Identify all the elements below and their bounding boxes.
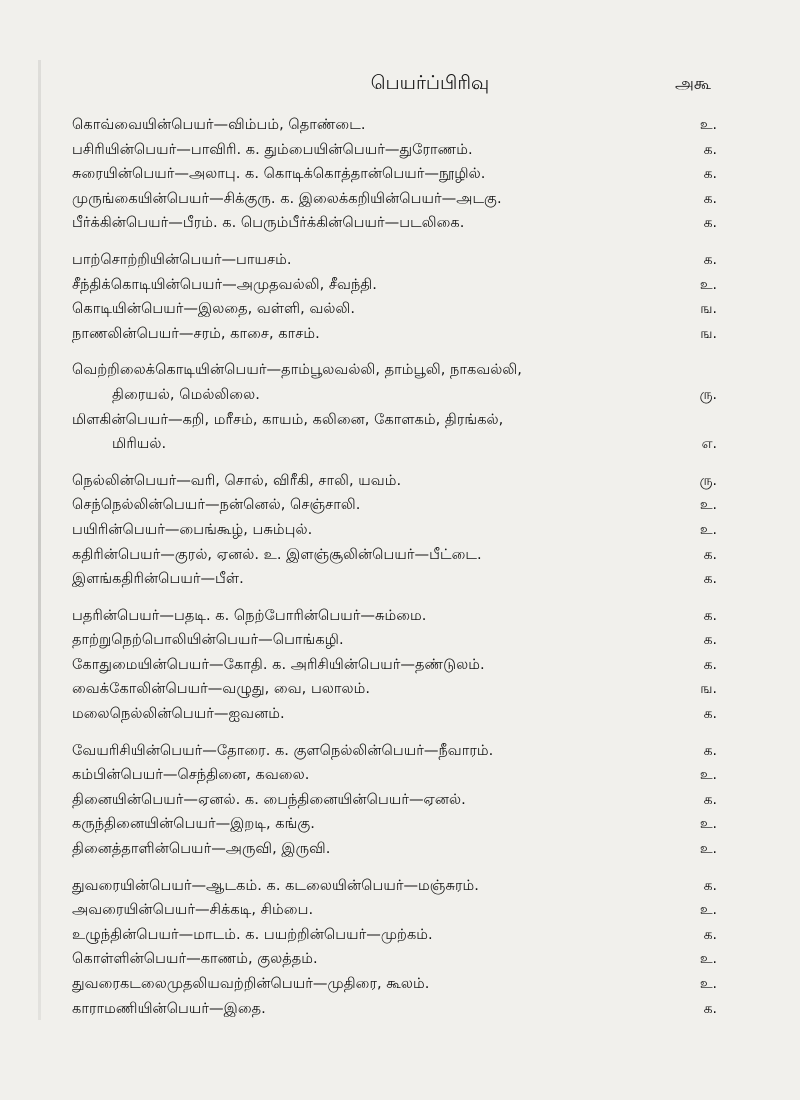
entry-text: மிளகின்பெயர்—கறி, மரீசம், காயம், கலினை, கோளகம், திரங்கல், [72, 410, 504, 428]
lexicon-entry [72, 493, 717, 518]
entry-group [72, 113, 717, 236]
entry-text: பசிரியின்பெயர்—பாவிரி. க. தும்பையின்பெயர்—துரோணம். [72, 140, 473, 158]
lexicon-entry [72, 653, 717, 678]
synonym-count: க. [703, 141, 717, 158]
entry-text: நாணலின்பெயர்—சரம், காசை, காசம். [72, 324, 320, 342]
entry-text: இளங்கதிரின்பெயர்—பீள். [72, 570, 244, 588]
entry-text: நெல்லின்பெயர்—வரி, சொல், விரீகி, சாலி, யவம். [72, 471, 402, 489]
entry-text: மலைநெல்லின்பெயர்—ஐவனம். [72, 705, 285, 723]
lexicon-entry [72, 543, 717, 568]
lexicon-entry [72, 677, 717, 702]
entry-group [72, 248, 717, 346]
synonym-count: ங. [700, 301, 717, 318]
running-header-title: பெயர்ப்பிரிவு [370, 72, 490, 94]
lexicon-entry [72, 788, 717, 813]
lexicon-entry [72, 567, 717, 592]
entry-text: சீந்திக்கொடியின்பெயர்—அமுதவல்லி, சீவந்தி. [72, 275, 377, 293]
lexicon-entry [72, 947, 717, 972]
entry-text: கருந்தினையின்பெயர்—இறடி, கங்கு. [72, 815, 315, 833]
entry-text: அவரையின்பெயர்—சிக்கடி, சிம்பை. [72, 901, 314, 919]
entry-text: பாற்சொற்றியின்பெயர்—பாயசம். [72, 250, 292, 268]
synonym-count: க. [703, 877, 717, 894]
lexicon-entry [72, 812, 717, 837]
entry-text: தினையின்பெயர்—ஏனல். க. பைந்தினையின்பெயர்—ஏனல். [72, 790, 466, 808]
synonym-count: உ. [699, 497, 717, 514]
lexicon-entry [72, 138, 717, 163]
lexicon-entry [72, 113, 717, 138]
entry-text: தினைத்தாளின்பெயர்—அருவி, இருவி. [72, 840, 331, 858]
entry-text: கோதுமையின்பெயர்—கோதி. க. அரிசியின்பெயர்—தண்டுலம். [72, 655, 485, 673]
entry-group [72, 469, 717, 592]
entry-text: வெற்றிலைக்கொடியின்பெயர்—தாம்பூலவல்லி, தாம்பூலி, நாகவல்லி, [72, 361, 522, 379]
synonym-count: க. [703, 706, 717, 723]
entry-group [72, 739, 717, 862]
lexicon-entry [72, 248, 717, 273]
synonym-count: ங. [700, 325, 717, 342]
synonym-count: க. [703, 215, 717, 232]
synonym-count: க. [703, 251, 717, 268]
synonym-count: உ. [699, 951, 717, 968]
lexicon-entry [72, 923, 717, 948]
synonym-count: உ. [699, 521, 717, 538]
synonym-count: உ. [699, 816, 717, 833]
entry-text: காராமணியின்பெயர்—இதை. [72, 999, 266, 1017]
entry-text: உழுந்தின்பெயர்—மாடம். க. பயற்றின்பெயர்—முற்கம். [72, 925, 433, 943]
lexicon-entry [72, 837, 717, 862]
lexicon-entry [72, 997, 717, 1022]
synonym-count: க. [703, 742, 717, 759]
synonym-count: க. [703, 571, 717, 588]
synonym-count: க. [703, 791, 717, 808]
lexicon-entry [72, 702, 717, 727]
synonym-count: உ. [699, 841, 717, 858]
synonym-count: க. [703, 166, 717, 183]
entry-text: பீர்க்கின்பெயர்—பீரம். க. பெரும்பீர்க்கின்பெயர்—படலிகை. [72, 214, 465, 232]
entry-text: தாற்றுநெற்பொலியின்பெயர்—பொங்கழி. [72, 631, 344, 649]
page-number: அகூ [675, 74, 711, 94]
synonym-count: க. [703, 546, 717, 563]
entry-text: வேயரிசியின்பெயர்—தோரை. க. குளநெல்லின்பெயர்—நீவாரம். [72, 741, 494, 759]
lexicon-entry [72, 322, 717, 347]
entry-text-continuation: திரையல், மெல்லிலை. [112, 385, 260, 403]
lexicon-entry [72, 187, 717, 212]
lexicon-entry [72, 211, 717, 236]
synonym-count: க. [703, 190, 717, 207]
entry-group [72, 604, 717, 727]
entry-text: சுரையின்பெயர்—அலாபு. க. கொடிக்கொத்தான்பெயர்—நூழில். [72, 165, 486, 183]
lexicon-entry [72, 604, 717, 629]
lexicon-entry [72, 162, 717, 187]
lexicon-entries [72, 113, 717, 1033]
entry-group [72, 874, 717, 1022]
lexicon-entry [72, 408, 717, 457]
lexicon-entry [72, 469, 717, 494]
synonym-count: க. [703, 632, 717, 649]
synonym-count: உ. [699, 976, 717, 992]
synonym-count: க. [703, 1000, 717, 1017]
lexicon-entry [72, 297, 717, 322]
lexicon-entry [72, 358, 717, 407]
synonym-count: க. [703, 656, 717, 673]
synonym-count: எ. [701, 436, 717, 453]
synonym-count: க. [703, 926, 717, 943]
scan-binding-shadow [38, 60, 41, 1020]
entry-text: பயிரின்பெயர்—பைங்கூழ், பசும்புல். [72, 520, 313, 538]
entry-text: கொவ்வையின்பெயர்—விம்பம், தொண்டை. [72, 116, 366, 133]
synonym-count: உ. [699, 902, 717, 919]
synonym-count: ரு. [699, 386, 717, 403]
synonym-count: உ. [699, 276, 717, 293]
entry-text: முருங்கையின்பெயர்—சிக்குரு. க. இலைக்கறியின்பெயர்—அடகு. [72, 189, 502, 207]
lexicon-entry [72, 874, 717, 899]
lexicon-entry [72, 763, 717, 788]
synonym-count: ங. [700, 681, 717, 698]
synonym-count: உ. [699, 767, 717, 784]
entry-text: பதரின்பெயர்—பதடி. க. நெற்போரின்பெயர்—சும்மை. [72, 606, 427, 624]
synonym-count: ரு. [699, 472, 717, 489]
entry-text: துவரைகடலைமுதலியவற்றின்பெயர்—முதிரை, கூலம். [72, 975, 430, 992]
lexicon-entry [72, 898, 717, 923]
entry-text: கொள்ளின்பெயர்—காணம், குலத்தம். [72, 950, 318, 968]
entry-text: வைக்கோலின்பெயர்—வழுது, வை, பலாலம். [72, 680, 371, 698]
lexicon-entry [72, 739, 717, 764]
synonym-count: க. [703, 607, 717, 624]
lexicon-entry [72, 628, 717, 653]
entry-text: கதிரின்பெயர்—குரல், ஏனல். உ. இளஞ்சூலின்பெயர்—பீட்டை. [72, 545, 482, 563]
entry-text-continuation: மிரியல். [112, 435, 167, 453]
entry-text: துவரையின்பெயர்—ஆடகம். க. கடலையின்பெயர்—மஞ்சுரம். [72, 876, 479, 894]
entry-text: கம்பின்பெயர்—செந்தினை, கவலை. [72, 766, 310, 784]
lexicon-entry [72, 273, 717, 298]
lexicon-entry [72, 518, 717, 543]
entry-group [72, 358, 717, 456]
entry-text: செந்நெல்லின்பெயர்—நன்னெல், செஞ்சாலி. [72, 496, 361, 514]
entry-text: கொடியின்பெயர்—இலதை, வள்ளி, வல்லி. [72, 300, 356, 318]
lexicon-entry [72, 972, 717, 997]
synonym-count: உ. [699, 117, 717, 133]
